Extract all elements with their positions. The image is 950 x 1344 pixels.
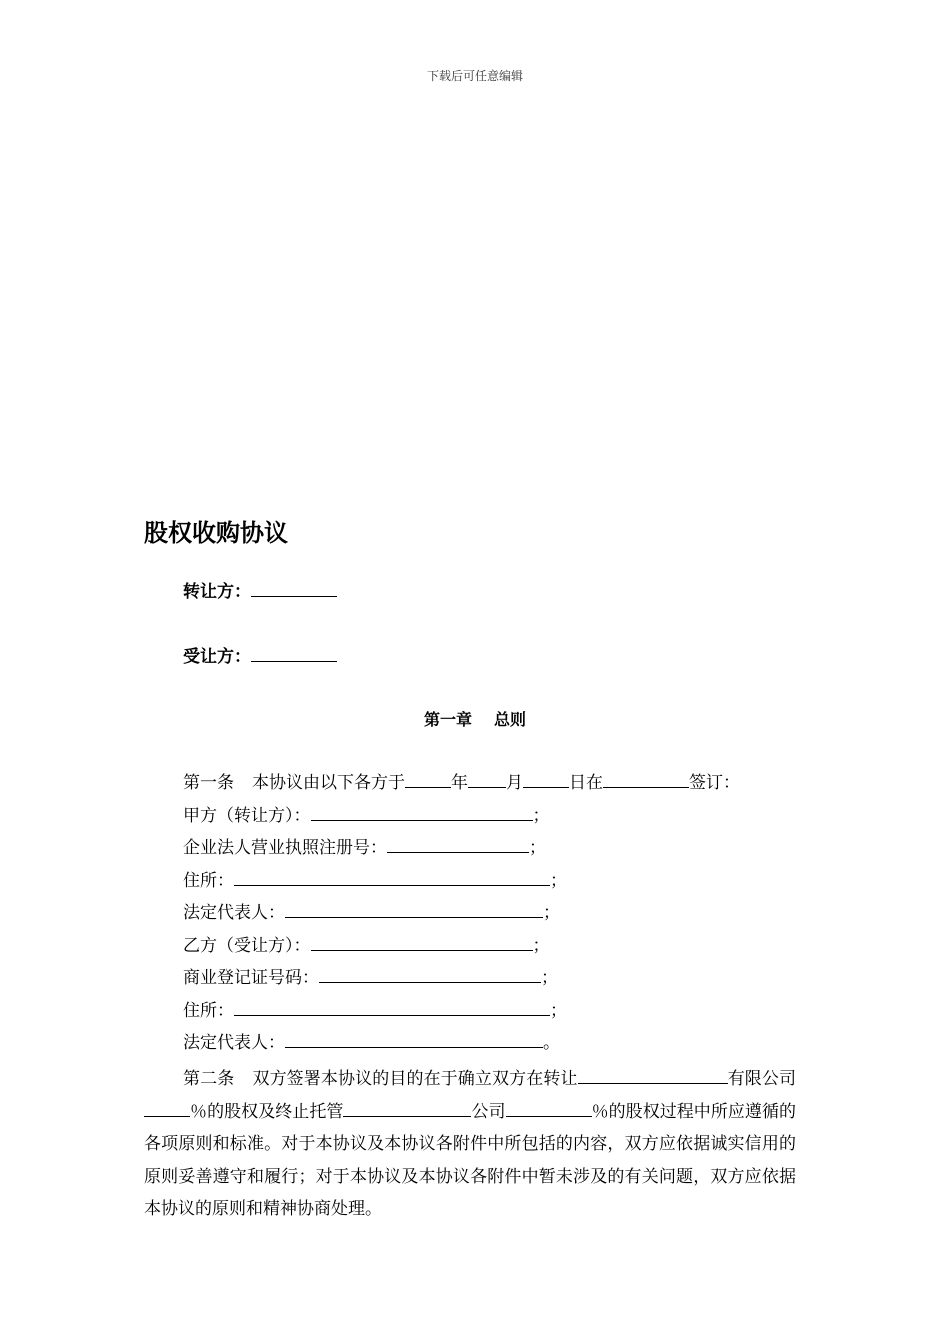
party-a-address-line xyxy=(144,865,796,898)
party-b-blank xyxy=(311,932,533,951)
page-header-note: 下载后可任意编辑 xyxy=(426,69,523,83)
month-label: 月 xyxy=(506,773,523,793)
chapter-title: 总则 xyxy=(494,710,527,729)
field-end: ； xyxy=(532,805,550,826)
party-a-line xyxy=(144,800,796,833)
transferee-blank xyxy=(251,643,337,662)
party-a-blank xyxy=(311,802,533,821)
field-end: ； xyxy=(532,935,550,956)
transferor-line xyxy=(183,577,337,602)
registration-number-blank xyxy=(387,834,529,853)
field-end: ； xyxy=(541,968,558,988)
field-end: ； xyxy=(550,1000,567,1021)
transferee-label: 受让方： xyxy=(183,647,251,667)
business-registration-blank xyxy=(319,964,541,983)
day-at-label: 日在 xyxy=(569,773,603,793)
article-one-intro xyxy=(144,767,796,800)
article-two xyxy=(144,1063,796,1226)
article-two-text-4: 公司 xyxy=(471,1101,506,1122)
chapter-number: 第一章 xyxy=(423,710,472,729)
article-two-text-5: ％的股权过程中所应遵循的各项原则和标准。对于本协议及本协议各附件中所包括的内容，双方应依据诚实信用的原则妥善遵守和履行；对于本协议及本协议各附件中暂未涉及的有关问题，双方应依据本协议的原则和精神协商处理。 xyxy=(144,1101,797,1219)
party-b-representative-line xyxy=(144,1027,796,1060)
month-blank xyxy=(468,769,506,788)
party-a-address-blank xyxy=(234,867,550,886)
place-blank xyxy=(603,769,689,788)
transferor-label: 转让方： xyxy=(183,582,251,602)
field-label: 企业法人营业执照注册号： xyxy=(183,838,387,858)
field-end: 。 xyxy=(543,1033,560,1053)
equity-percent-blank xyxy=(144,1098,190,1117)
year-label: 年 xyxy=(451,773,468,793)
party-b-line xyxy=(144,930,796,963)
field-label: 乙方（受让方）： xyxy=(183,935,311,956)
registration-number-line xyxy=(144,832,796,865)
field-label: 住所： xyxy=(183,870,234,891)
article-one-intro-text: 本协议由以下各方于 xyxy=(252,773,405,793)
year-blank xyxy=(405,769,451,788)
company-name-blank xyxy=(578,1065,728,1084)
business-registration-line xyxy=(144,962,796,995)
field-label: 法定代表人： xyxy=(183,1033,285,1053)
document-title: 股权收购协议 xyxy=(144,519,288,547)
article-one-label: 第一条 xyxy=(183,773,234,793)
article-two-paragraph xyxy=(144,1063,796,1226)
party-b-address-line xyxy=(144,995,796,1028)
field-end: ； xyxy=(543,903,560,923)
article-two-label: 第二条 xyxy=(183,1069,235,1089)
field-label: 甲方（转让方）： xyxy=(183,805,311,826)
transferor-blank xyxy=(251,578,337,597)
party-b-representative-blank xyxy=(285,1029,543,1048)
field-end: ； xyxy=(529,838,546,858)
field-label: 商业登记证号码： xyxy=(183,968,319,988)
field-label: 住所： xyxy=(183,1000,234,1021)
field-label: 法定代表人： xyxy=(183,903,285,923)
chapter-heading xyxy=(0,707,950,730)
party-b-address-blank xyxy=(234,997,550,1016)
article-two-text-1: 双方签署本协议的目的在于确立双方在转让 xyxy=(252,1069,578,1089)
signed-label: 签订： xyxy=(689,773,740,793)
party-a-representative-blank xyxy=(285,899,543,918)
article-one xyxy=(144,767,796,1060)
trust-percent-blank xyxy=(506,1098,592,1117)
article-two-text-3: ％的股权及终止托管 xyxy=(190,1101,344,1122)
field-end: ； xyxy=(550,870,567,891)
day-blank xyxy=(523,769,569,788)
trust-company-blank xyxy=(343,1098,471,1117)
transferee-line xyxy=(183,642,337,667)
party-a-representative-line xyxy=(144,897,796,930)
article-two-text-2: 有限公司 xyxy=(727,1069,797,1089)
